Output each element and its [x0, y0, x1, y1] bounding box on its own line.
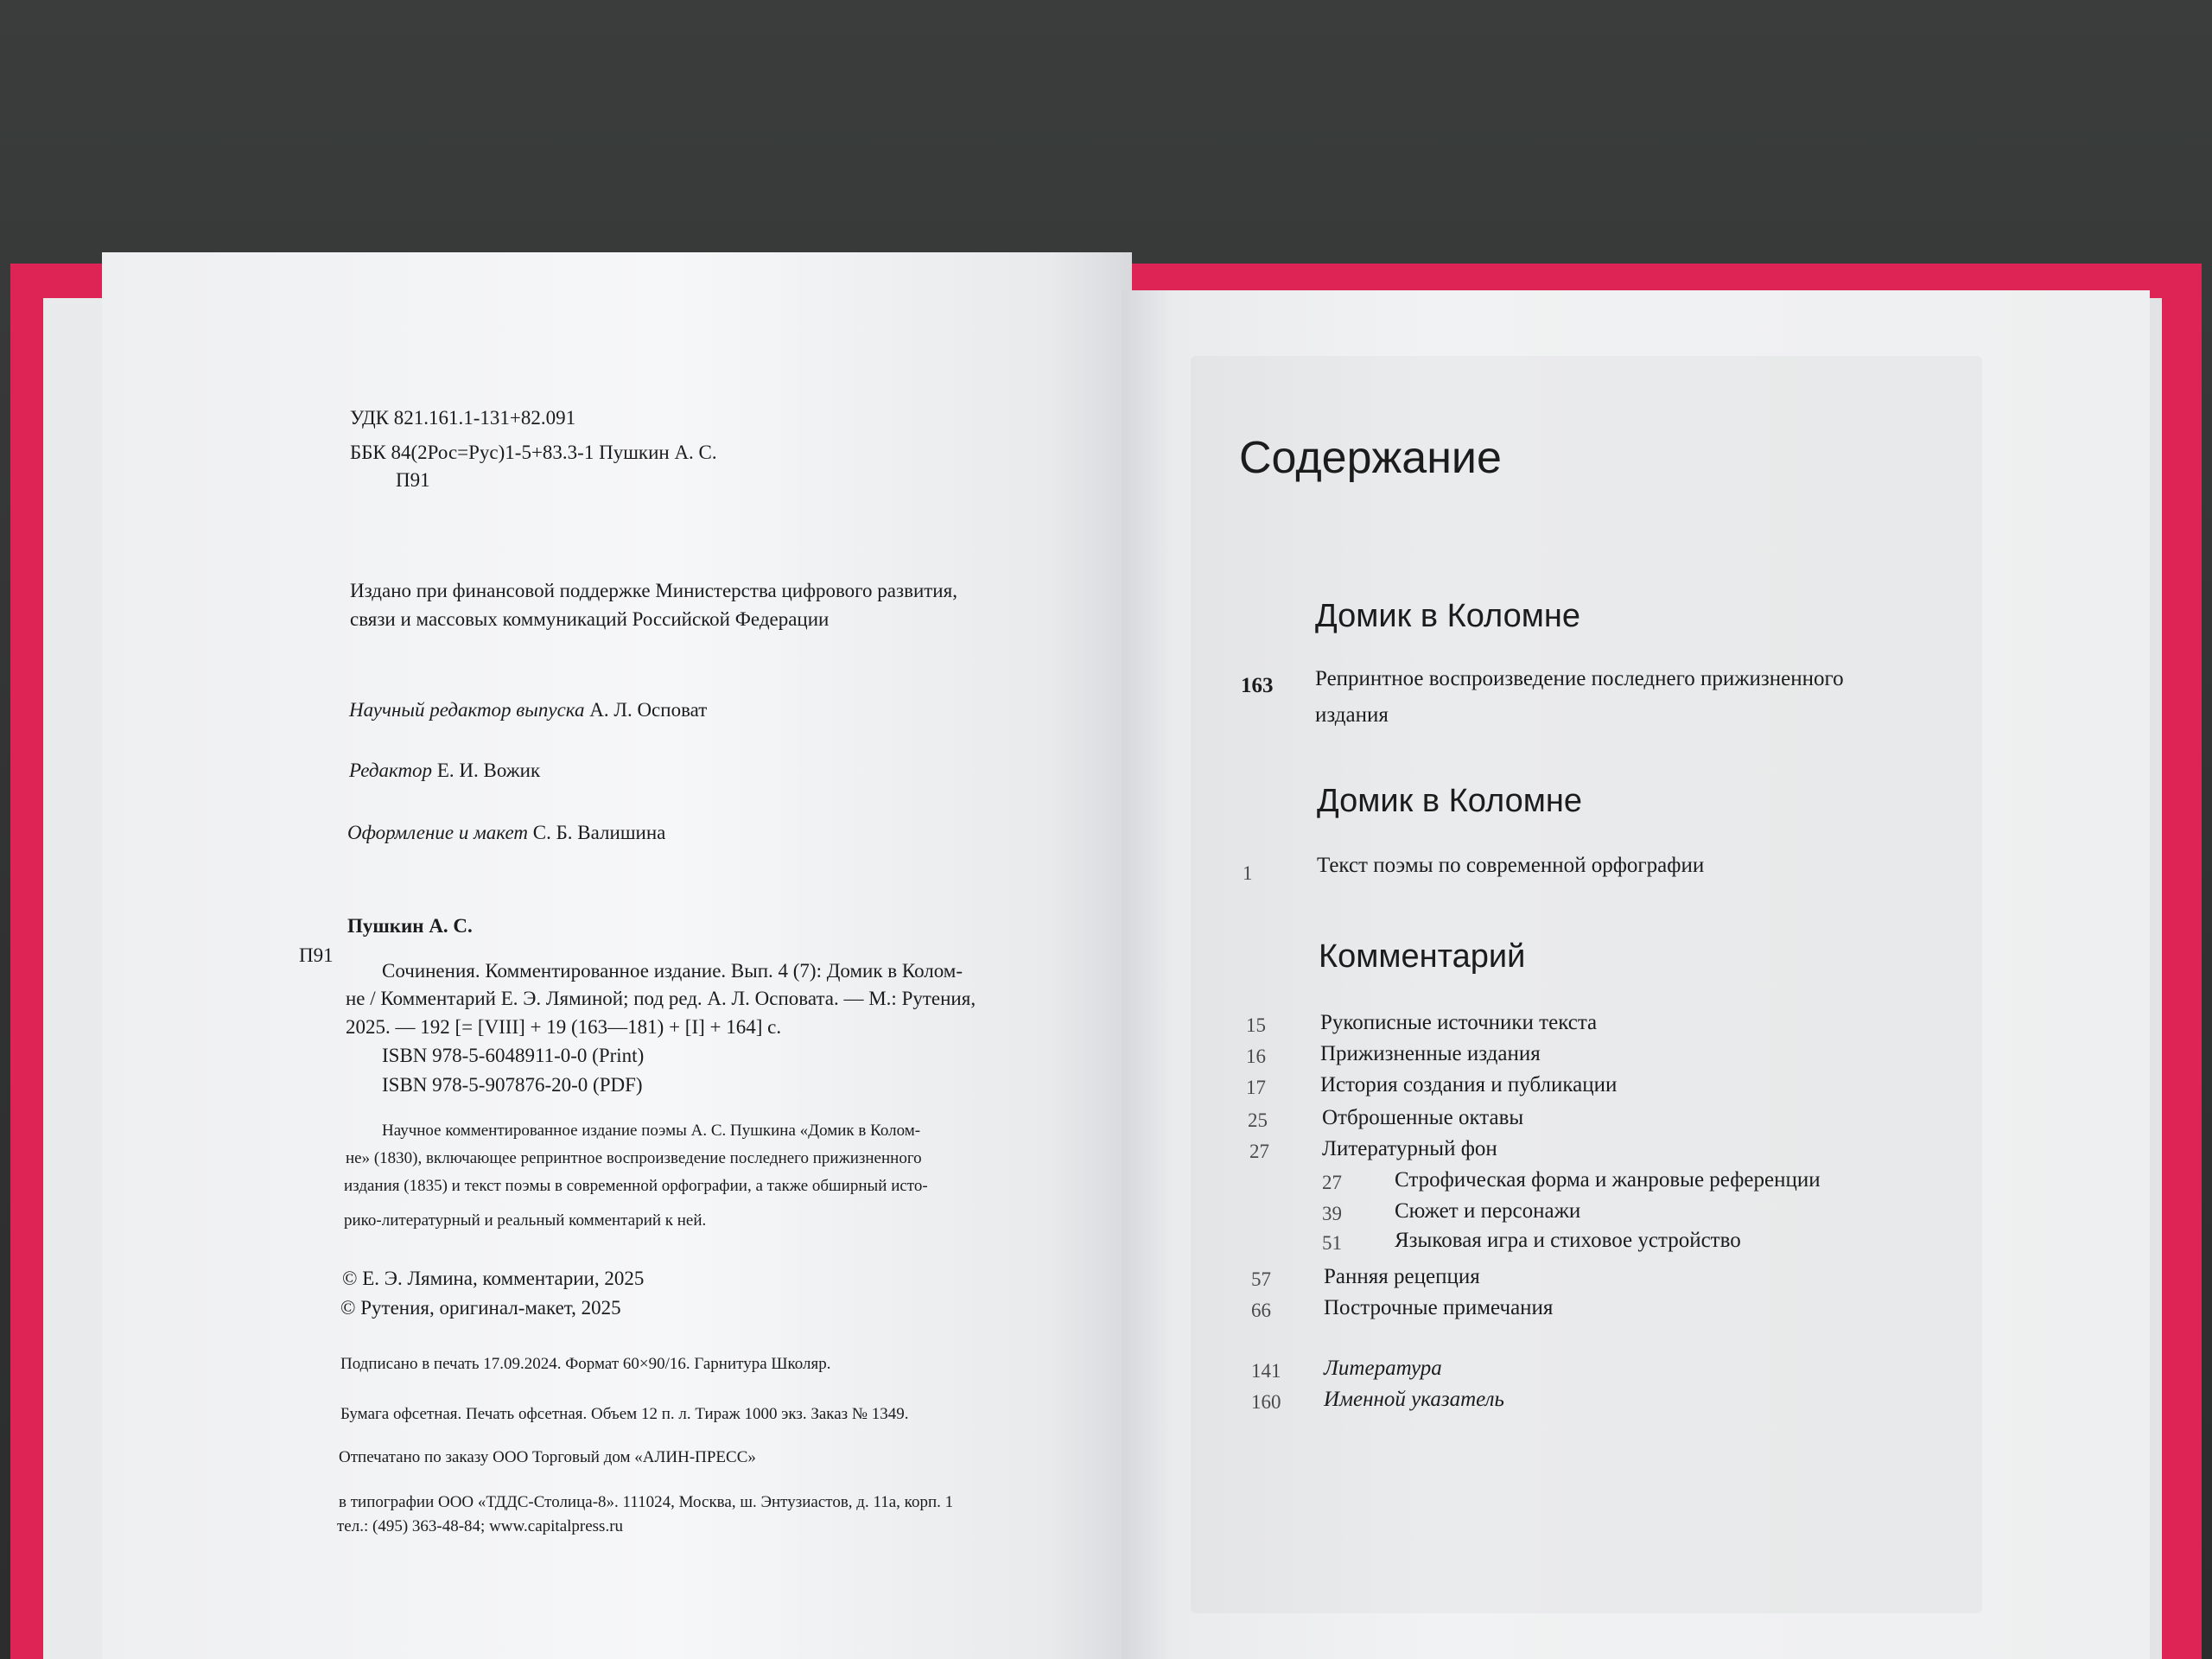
toc-item-page: 15 [1246, 1014, 1266, 1036]
toc-item-page: 25 [1248, 1109, 1268, 1131]
printer-line-3: тел.: (495) 363-48-84; www.capitalpress.ru [337, 1517, 624, 1535]
editor [349, 759, 540, 783]
scientific-editor [349, 698, 707, 722]
design-name: С. Б. Валишина [527, 822, 666, 843]
page-edge-right [2150, 298, 2162, 1659]
toc-section-1-line-2: издания [1315, 703, 1389, 727]
toc-item-label: Построчные примечания [1324, 1296, 1554, 1319]
toc-section-1-page: 163 [1241, 674, 1274, 697]
toc-item-label: Отброшенные октавы [1322, 1106, 1524, 1129]
scientific-editor-name: А. Л. Осповат [584, 699, 708, 721]
toc-panel [1191, 356, 1982, 1613]
toc-item-page: 66 [1251, 1300, 1271, 1321]
abstract-line-2: не» (1830), включающее репринтное воспроизведение последнего прижизненного [346, 1149, 922, 1167]
toc-item-page: 39 [1322, 1203, 1342, 1224]
design [347, 821, 665, 845]
toc-section-2-page: 1 [1243, 862, 1253, 884]
margin-code: П91 [299, 944, 334, 966]
description-line-1: Сочинения. Комментированное издание. Вып. 4 (7): Домик в Колом- [382, 960, 963, 982]
toc-item-page: 17 [1246, 1077, 1266, 1098]
abstract-line-3: издания (1835) и текст поэмы в современной орфографии, а также обширный исто- [344, 1177, 928, 1195]
toc-item-label: Сюжет и персонажи [1395, 1199, 1581, 1223]
scientific-editor-role: Научный редактор выпуска [349, 699, 585, 721]
author-heading: Пушкин А. С. [347, 915, 473, 937]
printer-line-1: Отпечатано по заказу ООО Торговый дом «АЛИН-ПРЕСС» [339, 1448, 756, 1466]
toc-item-label: Строфическая форма и жанровые референции [1395, 1168, 1821, 1192]
design-role: Оформление и макет [347, 822, 528, 843]
toc-item-page: 160 [1251, 1391, 1281, 1413]
toc-item-page: 27 [1249, 1141, 1269, 1162]
copyright-1: © Е. Э. Лямина, комментарии, 2025 [342, 1268, 645, 1289]
isbn-print: ISBN 978-5-6048911-0-0 (Print) [382, 1045, 645, 1066]
editor-name: Е. И. Вожик [432, 760, 541, 781]
toc-item-page: 16 [1246, 1046, 1266, 1067]
isbn-pdf: ISBN 978-5-907876-20-0 (PDF) [382, 1074, 643, 1096]
toc-item-label: Ранняя рецепция [1324, 1265, 1480, 1288]
support-line-1: Издано при финансовой поддержке Министерства цифрового развития, [350, 580, 957, 601]
author-code: П91 [396, 469, 430, 491]
copyright-2: © Рутения, оригинал-макет, 2025 [340, 1297, 621, 1319]
toc-item-label: Прижизненные издания [1320, 1042, 1541, 1065]
toc-section-2-item: Текст поэмы по современной орфографии [1317, 854, 1705, 877]
editor-role: Редактор [349, 760, 433, 781]
toc-item-page: 27 [1322, 1172, 1342, 1193]
support-line-2: связи и массовых коммуникаций Российской Федерации [350, 608, 830, 630]
toc-item-label: Именной указатель [1324, 1388, 1504, 1411]
toc-title: Содержание [1239, 433, 1502, 483]
toc-section-1: Домик в Коломне [1315, 598, 1580, 634]
print-info-1: Подписано в печать 17.09.2024. Формат 60×90/16. Гарнитура Школяр. [340, 1355, 831, 1373]
abstract-line-4: рико-литературный и реальный комментарий к ней. [344, 1211, 707, 1230]
description-line-3: 2025. — 192 [= [VIII] + 19 (163—181) + [I] + 164] с. [346, 1016, 782, 1038]
toc-item-page: 57 [1251, 1268, 1271, 1290]
toc-item-page: 141 [1251, 1360, 1281, 1382]
toc-item-label: История создания и публикации [1320, 1073, 1618, 1096]
udk-line: УДК 821.161.1-131+82.091 [350, 407, 576, 429]
toc-item-page: 51 [1322, 1232, 1342, 1254]
print-info-2: Бумага офсетная. Печать офсетная. Объем 12 п. л. Тираж 1000 экз. Заказ № 1349. [340, 1405, 909, 1423]
toc-item-label: Рукописные источники текста [1320, 1011, 1598, 1034]
bbk-line: ББК 84(2Рос=Рус)1-5+83.3-1 Пушкин А. С. [350, 442, 717, 463]
toc-item-label: Литературный фон [1322, 1137, 1497, 1160]
printer-line-2: в типографии ООО «ТДДС-Столица-8». 111024, Москва, ш. Энтузиастов, д. 11а, корп. 1 [339, 1493, 954, 1511]
description-line-2: не / Комментарий Е. Э. Ляминой; под ред. А. Л. Осповата. — М.: Рутения, [346, 988, 976, 1009]
toc-section-2: Домик в Коломне [1317, 783, 1582, 819]
abstract-line-1: Научное комментированное издание поэмы А. С. Пушкина «Домик в Колом- [382, 1122, 921, 1140]
toc-section-1-line-1: Репринтное воспроизведение последнего прижизненного [1315, 667, 1844, 690]
toc-item-label: Литература [1324, 1357, 1442, 1380]
toc-item-label: Языковая игра и стиховое устройство [1395, 1229, 1741, 1252]
toc-section-3: Комментарий [1319, 938, 1526, 975]
